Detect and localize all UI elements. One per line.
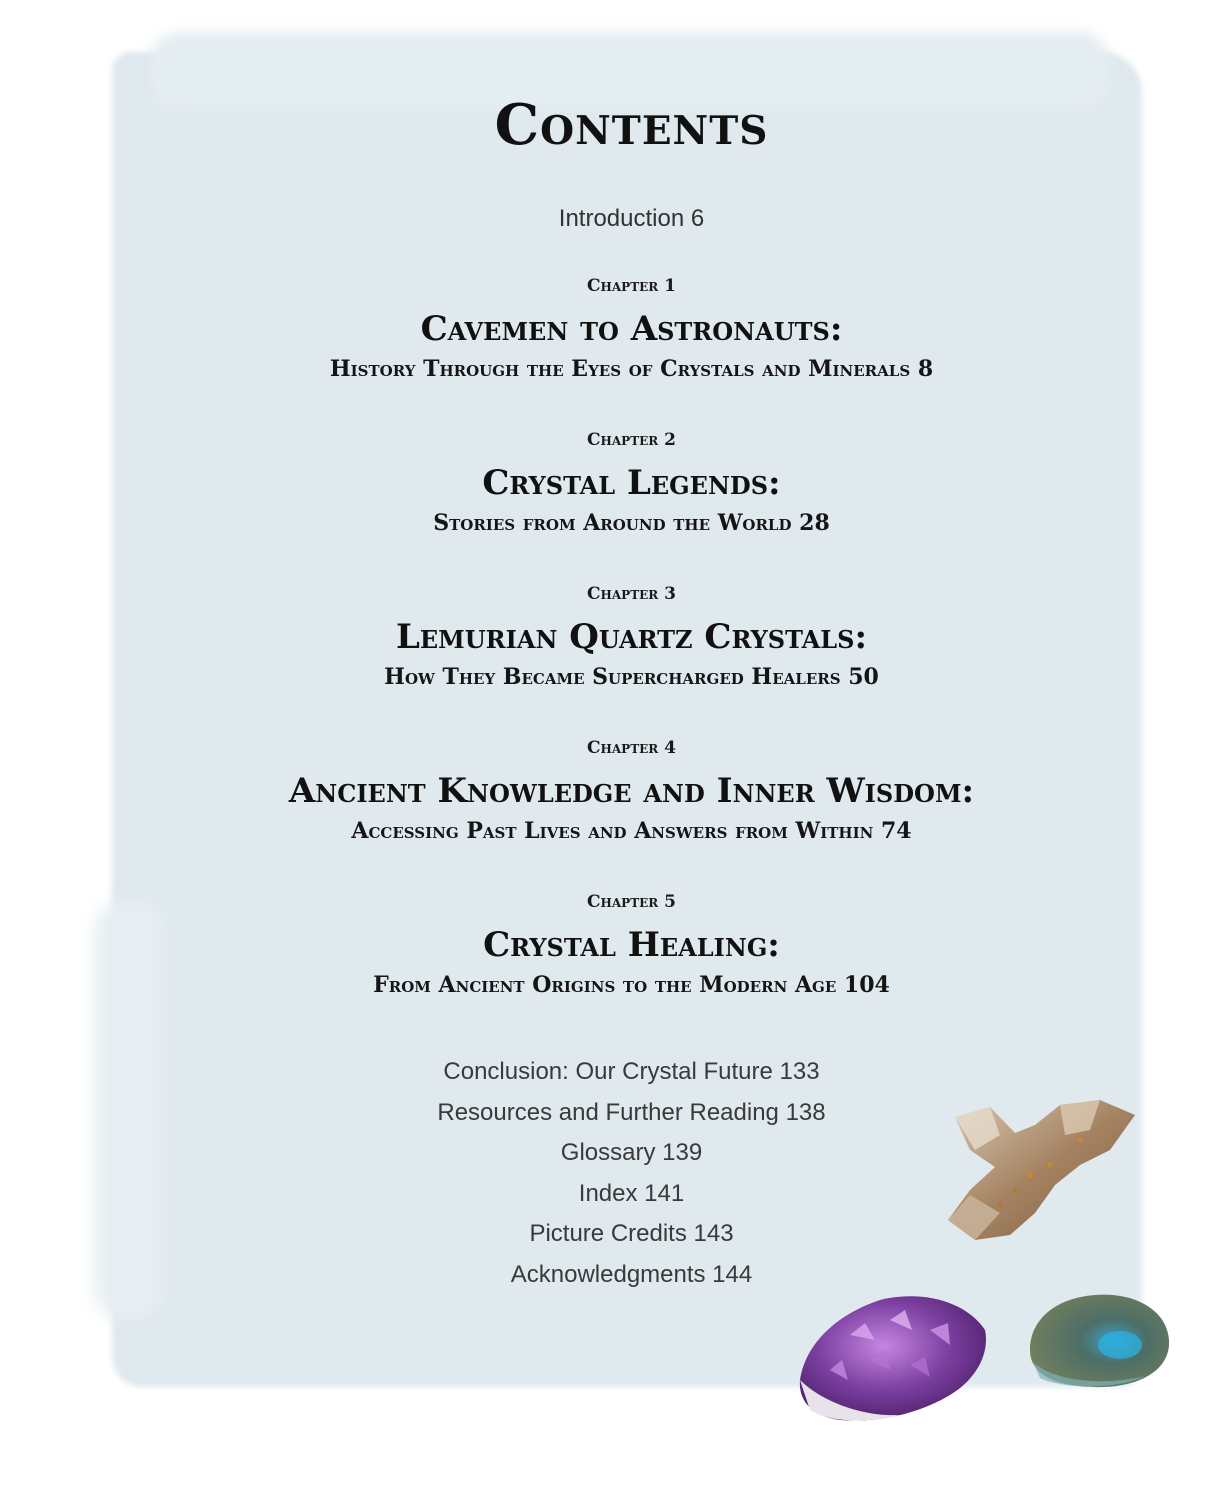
toc-backmatter-item: Resources and Further Reading 138: [437, 1098, 826, 1126]
toc-backmatter-item: Index 141: [578, 1179, 685, 1207]
chapter-label: Chapter 4: [587, 738, 676, 758]
toc-chapter-4: [0, 734, 1213, 848]
chapter-title: Cavemen to Astronauts:: [420, 309, 843, 349]
page-title: Contents: [494, 92, 769, 158]
toc-chapter-3: [0, 580, 1213, 694]
toc-chapter-5: [0, 888, 1213, 1002]
chapter-title: Crystal Legends:: [482, 463, 781, 503]
toc-chapter-1: [0, 272, 1213, 386]
chapter-subtitle: Stories from Around the World 28: [433, 510, 830, 536]
chapter-title: Ancient Knowledge and Inner Wisdom:: [288, 771, 975, 811]
toc-introduction: Introduction 6: [558, 205, 705, 232]
toc-backmatter-item: Picture Credits 143: [529, 1220, 734, 1248]
amethyst-crystal-image: [790, 1285, 990, 1425]
chapter-subtitle: History Through the Eyes of Crystals and Minerals 8: [329, 356, 934, 382]
spirit-quartz-crystal-image: [940, 1095, 1140, 1245]
toc-backmatter-item: Acknowledgments 144: [510, 1260, 753, 1288]
chapter-label: Chapter 2: [587, 430, 676, 450]
chapter-subtitle: Accessing Past Lives and Answers from Within 74: [351, 818, 912, 844]
toc-chapter-2: [0, 426, 1213, 540]
chapter-label: Chapter 3: [587, 584, 676, 604]
chapter-title: Lemurian Quartz Crystals:: [395, 617, 868, 657]
labradorite-stone-image: [1025, 1290, 1173, 1390]
chapter-label: Chapter 1: [587, 276, 676, 296]
chapter-subtitle: From Ancient Origins to the Modern Age 104: [373, 972, 890, 998]
chapter-subtitle: How They Became Supercharged Healers 50: [384, 664, 879, 690]
toc-backmatter-item: Conclusion: Our Crystal Future 133: [443, 1058, 820, 1085]
toc-backmatter-item: Glossary 139: [560, 1139, 703, 1167]
chapter-label: Chapter 5: [587, 892, 676, 912]
chapter-title: Crystal Healing:: [483, 925, 780, 965]
